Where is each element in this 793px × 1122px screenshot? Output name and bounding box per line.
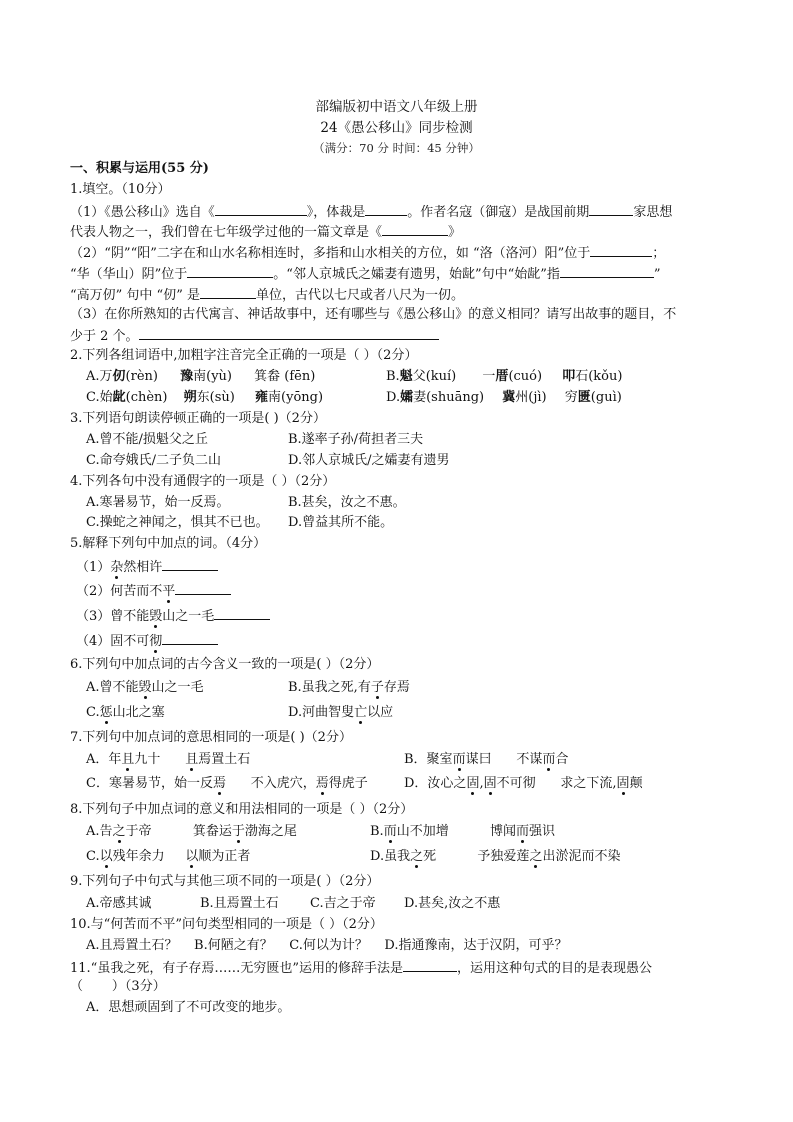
text: 州(jì) xyxy=(515,390,547,405)
q9-option-a: A.帝感其诚 xyxy=(86,896,152,911)
q1-line3 xyxy=(70,243,665,263)
q8-option-b xyxy=(370,823,555,841)
q9-heading: 9.下列句子中句式与其他三项不同的一项是( ）（2分） xyxy=(70,874,380,889)
dotted-char: 焉 xyxy=(212,776,226,791)
text: 家思想 xyxy=(633,205,673,220)
text: 强识 xyxy=(529,824,556,839)
q2-option-a xyxy=(86,368,315,386)
q6-option-b xyxy=(288,679,410,697)
q9-option-b: B.且焉置土石 xyxy=(200,896,279,911)
text: 山之一毛 xyxy=(151,680,204,695)
q1-line5 xyxy=(70,285,464,305)
dotted-char: 毁 xyxy=(138,680,152,695)
text: 。“邻人京城氏之孀妻有遗男，始龀”句中“始龀”指 xyxy=(273,267,560,282)
text: 穷 xyxy=(564,390,578,405)
q2-heading: 2.下列各组词语中,加粗字注音完全正确的一项是（ ）（2分） xyxy=(70,348,418,363)
text: C．寒暑易节，始一反 xyxy=(86,776,213,791)
fill-blank[interactable] xyxy=(162,557,218,571)
text: 一 xyxy=(482,369,496,384)
text: （1） xyxy=(76,560,111,575)
text: ，运用这种句式的目的是表现愚公 xyxy=(456,961,652,976)
text: 代表人物之一，我们曾在七年级学过他的一篇文章是《 xyxy=(70,225,383,240)
fill-blank[interactable] xyxy=(175,581,231,595)
q2-option-d xyxy=(386,389,622,407)
text: 谋曰 不谋 xyxy=(465,752,543,767)
text: A.告 xyxy=(86,824,113,839)
q5-heading: 5.解释下列句中加点的词。（4分） xyxy=(70,536,267,551)
text: (guì) xyxy=(590,390,622,405)
doc-meta: （满分：70 分 时间：45 分钟） xyxy=(313,141,480,155)
q4-option-a: A.寒暑易节，始一反焉。 xyxy=(86,495,230,510)
text: C. xyxy=(86,705,100,720)
q6-option-a xyxy=(86,679,204,697)
fill-blank[interactable] xyxy=(200,285,256,299)
dotted-char: 之 xyxy=(410,849,424,864)
dotted-char: 彻 xyxy=(149,634,163,649)
bold-char: 厝 xyxy=(495,369,509,384)
bold-char: 仞 xyxy=(112,369,126,384)
text: (cuó) xyxy=(508,369,543,384)
dotted-char: 而 xyxy=(383,824,397,839)
q7-option-a xyxy=(86,751,250,769)
text: 渤海之尾 xyxy=(244,824,297,839)
q2-option-c xyxy=(86,389,323,407)
text: 东(sù) xyxy=(196,390,235,405)
text: B.虽我之死,有 xyxy=(288,680,371,695)
text: B．聚室 xyxy=(404,752,453,767)
q6-heading: 6.下列句中加点词的古今含义一致的一项是( ）（2分） xyxy=(70,657,380,672)
q5-item-2 xyxy=(76,581,231,601)
doc-title: 部编版初中语文八年级上册 xyxy=(315,99,478,115)
text: 得虎子 xyxy=(328,776,368,791)
q1-line1 xyxy=(70,202,672,222)
q3-option-c: C.命夸娥氏/二子负二山 xyxy=(86,453,221,468)
text: 于帝 箕畚运 xyxy=(125,824,232,839)
text: D.河曲智叟 xyxy=(288,705,355,720)
q6-option-d xyxy=(288,704,393,722)
q4-option-d: D.曾益其所不能。 xyxy=(288,515,394,530)
text: 南(yōng) xyxy=(268,390,324,405)
dotted-char: 亡 xyxy=(354,705,368,720)
text: , xyxy=(479,776,484,791)
text: 不可彻 求之下流, xyxy=(496,776,617,791)
q1-line6: （3）在你所熟知的古代寓言、神话故事中，还有哪些与《愚公移山》的意义相同？请写出故事的题目，不 xyxy=(70,307,677,322)
fill-blank[interactable] xyxy=(187,264,273,278)
fill-blank[interactable] xyxy=(589,202,633,216)
fill-blank[interactable] xyxy=(560,264,654,278)
q3-option-a: A.曾不能/损魁父之丘 xyxy=(86,432,208,447)
text: D．汝心之 xyxy=(404,776,467,791)
text: 颠 xyxy=(629,776,643,791)
dotted-char: 以 xyxy=(185,849,199,864)
bold-char: 匮 xyxy=(577,390,591,405)
dotted-char: 且 xyxy=(121,752,135,767)
text: 妻(shuāng) xyxy=(413,390,485,405)
q11-line2: （ ）（3分） xyxy=(70,979,166,994)
dotted-char: 于 xyxy=(231,824,245,839)
bold-char: 冀 xyxy=(502,390,516,405)
q9-option-d: D.甚矣,汝之不惠 xyxy=(404,896,501,911)
dotted-char: 平 xyxy=(162,584,176,599)
q9-option-c: C.吉之于帝 xyxy=(310,896,376,911)
bold-char: 豫 xyxy=(180,369,194,384)
text: 石(kǒu) xyxy=(575,369,623,384)
q2-option-b xyxy=(386,368,622,386)
fill-blank[interactable] xyxy=(139,326,439,340)
dotted-char: 以 xyxy=(99,849,113,864)
bold-char: 孀 xyxy=(400,390,414,405)
dotted-char: 而 xyxy=(542,752,556,767)
text: （2）“阴”“阳”二字在和山水名称相连时，多指和山水相关的方位，如 “洛（洛河）阳”位于 xyxy=(70,246,591,261)
q11-option-a: A．思想顽固到了不可改变的地步。 xyxy=(86,1000,291,1015)
bold-char: 叩 xyxy=(562,369,576,384)
fill-blank[interactable] xyxy=(215,202,307,216)
q1-line4 xyxy=(70,264,661,284)
text: ” xyxy=(653,267,661,282)
text: 出淤泥而不染 xyxy=(542,849,621,864)
bold-char: 朔 xyxy=(183,390,197,405)
text: 》，体裁是 xyxy=(306,205,366,220)
fill-blank[interactable] xyxy=(403,958,457,972)
dotted-char: 而 xyxy=(452,752,466,767)
q5-item-1 xyxy=(76,557,218,577)
q7-option-b xyxy=(404,751,568,769)
bold-char: 魁 xyxy=(399,369,413,384)
fill-blank[interactable] xyxy=(214,606,270,620)
text: 父(kuí) xyxy=(412,369,457,384)
fill-blank[interactable] xyxy=(365,202,407,216)
q7-option-c xyxy=(86,775,368,793)
q8-heading: 8.下列句子中加点词的意义和用法相同的一项是（ ）（2分） xyxy=(70,802,414,817)
dotted-char: 之 xyxy=(112,824,126,839)
bold-char: 龀 xyxy=(112,390,126,405)
text: A．年 xyxy=(86,752,122,767)
text: 单位，古代以七尺或者八尺为一仞。 xyxy=(255,288,464,303)
q4-option-b: B.甚矣，汝之不惠。 xyxy=(288,495,406,510)
text: （2）何苦而不 xyxy=(76,584,163,599)
text: 南(yù) xyxy=(193,369,233,384)
dotted-char: 杂 xyxy=(110,560,124,575)
dotted-char: 毁 xyxy=(149,609,163,624)
text: D.虽我 xyxy=(370,849,411,864)
text: （4）固不可 xyxy=(76,634,150,649)
q11-heading xyxy=(70,958,652,978)
dotted-char: 固 xyxy=(483,776,497,791)
text: (chèn) xyxy=(125,390,168,405)
text: C.始 xyxy=(86,390,113,405)
text: “华（华山）阴”位于 xyxy=(70,267,188,282)
q4-heading: 4.下列各句中没有通假字的一项是（ ）（2分） xyxy=(70,474,336,489)
q5-item-4 xyxy=(76,631,218,651)
dotted-char: 且 xyxy=(185,752,199,767)
text: 不入虎穴， xyxy=(225,776,316,791)
q8-option-c xyxy=(86,848,250,866)
text: (rèn) xyxy=(125,369,158,384)
text: A.曾不能 xyxy=(86,680,139,695)
text: C. xyxy=(86,849,100,864)
dotted-char: 固 xyxy=(466,776,480,791)
q3-option-b: B.遂率子孙/荷担者三夫 xyxy=(288,432,424,447)
q4-option-c: C.操蛇之神闻之，惧其不已也。 xyxy=(86,515,269,530)
dotted-char: 之 xyxy=(529,849,543,864)
q7-heading: 7.下列句中加点词的意思相同的一项是( )（2分） xyxy=(70,730,352,745)
q10-heading: 10.与“何苦而不平”问句类型相同的一项是（ ）（2分） xyxy=(70,917,383,932)
fill-blank[interactable] xyxy=(382,222,448,236)
q1-line7 xyxy=(70,326,439,346)
q8-option-a xyxy=(86,823,297,841)
section-heading: 一、积累与运用(55 分) xyxy=(70,161,209,176)
q3-heading: 3.下列语句朗读停顿正确的一项是( )（2分） xyxy=(70,411,326,426)
text: （1）《愚公移山》选自《 xyxy=(70,205,215,220)
text: 箕畚 (fēn) xyxy=(254,369,316,384)
text: 存焉 xyxy=(383,680,410,695)
text: 山不加增 博闻 xyxy=(396,824,517,839)
text: 》 xyxy=(448,225,462,240)
text: 山北之塞 xyxy=(112,705,165,720)
bold-char: 雍 xyxy=(255,390,269,405)
text: “高万仞” 句中 “仞” 是 xyxy=(70,288,200,303)
text: D. xyxy=(386,390,401,405)
text: （3）曾不能 xyxy=(76,609,150,624)
text: 11.“虽我之死，有子存焉……无穷匮也”运用的修辞手法是 xyxy=(70,961,403,976)
dotted-char: 而 xyxy=(516,824,530,839)
text: 以应 xyxy=(367,705,394,720)
q7-option-d xyxy=(404,775,643,793)
q3-option-d: D.邻人京城氏/之孀妻有遗男 xyxy=(288,453,450,468)
text: 死 予独爱莲 xyxy=(423,849,530,864)
doc-subtitle: 24《愚公移山》同步检测 xyxy=(320,120,473,136)
text: 。作者名寇（御寇）是战国前期 xyxy=(407,205,590,220)
text: 然相许 xyxy=(123,560,163,575)
q10-options: A.且焉置土石？ B.何陋之有？ C.何以为计？ D.指通豫南，达于汉阴，可乎？ xyxy=(86,938,568,953)
text: 残年余力 xyxy=(112,849,186,864)
text: 少于 2 个。 xyxy=(70,329,139,344)
text: A.万 xyxy=(86,369,113,384)
q1-line2 xyxy=(70,222,461,242)
dotted-char: 惩 xyxy=(99,705,113,720)
fill-blank[interactable] xyxy=(590,243,652,257)
q8-option-d xyxy=(370,848,620,866)
text: 焉置土石 xyxy=(198,752,251,767)
text: 顺为正者 xyxy=(198,849,251,864)
fill-blank[interactable] xyxy=(162,631,218,645)
text: 九十 xyxy=(134,752,186,767)
q6-option-c xyxy=(86,704,165,722)
q1-heading: 1.填空。（10分） xyxy=(70,182,171,197)
text: B. xyxy=(386,369,400,384)
text: 合 xyxy=(555,752,569,767)
q5-item-3 xyxy=(76,606,270,626)
dotted-char: 焉 xyxy=(315,776,329,791)
text: ； xyxy=(652,246,666,261)
dotted-char: 子 xyxy=(370,680,384,695)
text: B. xyxy=(370,824,384,839)
dotted-char: 固 xyxy=(616,776,630,791)
text: 山之一毛 xyxy=(162,609,215,624)
